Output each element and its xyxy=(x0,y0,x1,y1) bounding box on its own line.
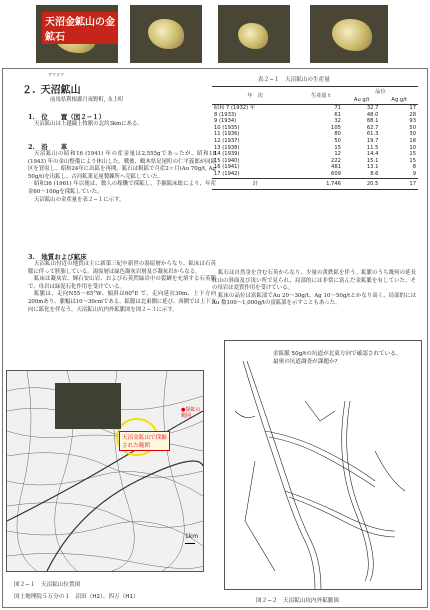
table-cell: 17 xyxy=(409,105,416,111)
right-text-p1: 鉱石は自然金を含む石英からなり、少量の黄鉄鉱を伴う。鉱脈のうち幾何の延長は山の斜面及び浅い所で見られ、局部的には非常に富んだ金鉱脈を有していた。その母岩は変質作用を受けている。 xyxy=(212,270,416,292)
section-2-p3: 天沼鉱山の金産量を表２−１に示す。 xyxy=(34,196,125,203)
photo-banner: 天沼金鉱山の金鉱石 xyxy=(42,12,118,44)
col-output: 生産量 t xyxy=(298,87,343,105)
fig2-note-line1: 金鉱脈 50g/tの坑道が北東方向で確認されている。 xyxy=(273,351,402,357)
table-cell: 50 xyxy=(409,124,416,131)
table-cell-year: 12 (1937) xyxy=(214,137,240,144)
scale-label: 1km xyxy=(185,533,199,540)
table-total-cell: 17 xyxy=(380,178,418,190)
table-cell: 15 xyxy=(409,157,416,164)
table-cell-year: 10 (1935) xyxy=(214,124,240,131)
table-row xyxy=(212,112,418,119)
section-3-p1: 天沼鉱山付近の地質は主に新第三紀中新世の湯原層からなり、鉱床は石英脈に伴って胚胎している。湯原層は緑色凝灰岩層及び凝灰岩からなる。 xyxy=(28,261,216,275)
table-cell: 11.5 xyxy=(366,144,379,151)
figure-2-mine-plan xyxy=(224,340,422,590)
mined-area-label-line1: 天沼金鉱山で採掘 xyxy=(122,435,167,441)
section-ruby: アマヌマ xyxy=(48,72,64,77)
figure-1-map xyxy=(6,370,204,572)
table-cell-year: 14 (1939) xyxy=(214,151,240,158)
table-row xyxy=(212,164,418,171)
ore-photo-3 xyxy=(218,5,290,63)
table-title: 表２−１ 天沼鉱山の生産量 xyxy=(258,77,330,83)
col-ag: Ag g/t xyxy=(380,96,418,105)
table-cell: 19.7 xyxy=(366,137,379,144)
table-cell: 15.1 xyxy=(366,157,379,164)
gold-nugget-image xyxy=(148,19,184,49)
ore-photo-2 xyxy=(130,5,202,63)
fig2-note xyxy=(273,349,415,365)
table-cell-year: 9 (1934) xyxy=(214,118,237,125)
table-cell: 62.7 xyxy=(366,124,379,131)
right-text xyxy=(212,270,416,308)
col-year: 年 次 xyxy=(212,87,298,105)
table-cell: 222 xyxy=(331,157,341,164)
table-cell-year: 13 (1938) xyxy=(214,144,240,151)
table-cell-year: 15 (1940) xyxy=(214,157,240,164)
table-cell: 15 xyxy=(334,144,341,151)
figure-1-source: 国土地理院５万分の１ 沼田（H2）、四万（H1） xyxy=(14,594,139,600)
table-cell: 8 xyxy=(412,164,416,171)
table-cell: 609 xyxy=(331,170,341,177)
table-cell-year: 16 (1941) xyxy=(214,164,240,171)
ore-photo-1 xyxy=(36,5,118,63)
section-1-body: 天沼鉱山は上越線上牧駅の北約3kmにある。 xyxy=(34,121,143,127)
table-cell: 80 xyxy=(334,131,341,138)
table-cell: 13.1 xyxy=(366,164,379,171)
section-3-p3: 鉱脈は、走向N55～65°W、傾斜は60°E で、走向延長30m、上下方向200mあり、脈幅は10～30cmである。鉱脈は北東側に延び、西側では上下方向に鉱化を伴なう。天沼鉱山坑内外鉱脈図を図２−３に示す。 xyxy=(28,291,216,313)
table-cell: 88.1 xyxy=(366,118,379,125)
col-au: Au g/t xyxy=(343,96,381,105)
table-cell: 18 xyxy=(409,137,416,144)
table-row xyxy=(212,105,418,112)
table-cell: 8.6 xyxy=(370,170,379,177)
table-cell: 71 xyxy=(334,105,341,111)
mined-area-label-line2: された範囲 xyxy=(122,443,150,449)
table-cell-year: 8 (1933) xyxy=(214,111,237,118)
section-3 xyxy=(28,252,216,314)
table-cell: 15 xyxy=(409,151,416,158)
table-row xyxy=(212,138,418,145)
right-text-p2: 鉱床の品位は富鉱部でAu 20～30g/t、Ag 10～50g/tとかなり高く、局部的にはAu 数100～1,000g/tの富鉱部を示すこともあった。 xyxy=(212,292,416,307)
production-table xyxy=(212,86,418,190)
table-cell: 481 xyxy=(331,164,341,171)
ore-photo-4 xyxy=(310,5,388,63)
table-row xyxy=(212,171,418,178)
exploration-range-label: ●探鉱の範囲 xyxy=(181,407,201,419)
figure-1-caption: 図２−１ 天沼鉱山位置図 xyxy=(14,582,81,588)
table-row xyxy=(212,118,418,125)
section-1-heading: 1. 位 置（図２−１） xyxy=(28,113,106,121)
table-cell: 32 xyxy=(334,118,341,125)
table-total-cell: 計 xyxy=(212,178,298,190)
table-row xyxy=(212,151,418,158)
map-ore-photo xyxy=(55,383,121,429)
table-row xyxy=(212,131,418,138)
table-cell: 9 xyxy=(412,170,416,177)
mined-area-label xyxy=(119,431,170,451)
gold-nugget-image xyxy=(55,383,89,413)
table-cell: 50 xyxy=(334,137,341,144)
section-number: ２. xyxy=(22,85,36,96)
section-3-heading: 3. 地質および鉱床 xyxy=(28,253,87,261)
table-cell: 93 xyxy=(409,118,416,125)
section-2-heading: 2. 沿 革 xyxy=(28,143,68,151)
fig2-note-line2: 最奥の坑道調査が課題か? xyxy=(273,359,338,365)
table-cell: 61.3 xyxy=(366,131,379,138)
gold-nugget-image xyxy=(332,19,372,51)
section-heading xyxy=(22,72,81,97)
gold-nugget-image xyxy=(238,23,268,49)
figure-2-caption: 図２−２ 天沼鉱山坑内外鉱脈図 xyxy=(256,598,339,604)
table-row xyxy=(212,145,418,152)
table-cell: 30 xyxy=(409,131,416,138)
table-cell-year: 11 (1936) xyxy=(214,131,240,138)
table-cell: 48.0 xyxy=(366,111,379,118)
table-total-cell: 1,746 xyxy=(298,178,343,190)
section-2-p2: 昭和36 (1961) 年以後は、数人の稼働で採鉱し、手掘鉱床総により、年産金60～100gを採鉱していた。 xyxy=(28,181,216,195)
table-row xyxy=(212,125,418,132)
table-cell: 12 xyxy=(334,151,341,158)
table-cell: 10 xyxy=(409,144,416,151)
section-2 xyxy=(28,142,216,204)
table-cell: 61 xyxy=(334,111,341,118)
table-cell-year: 17 (1942) xyxy=(214,170,240,177)
section-title: 天沼鉱山 xyxy=(40,85,81,96)
table-cell: 28 xyxy=(409,111,416,118)
table-cell: 32.7 xyxy=(366,105,379,111)
mine-workings-drawing xyxy=(225,341,421,589)
section-3-p2: 鉱床は凝灰岩、輝石安山岩、および石英閃緑岩中の裂罅を充填する石英脈で、母岩は緑泥石化作用を受けている。 xyxy=(28,276,216,290)
table-total-row xyxy=(212,178,418,190)
section-location: 前馬県利根郡月夜野町, 永上町 xyxy=(50,97,124,103)
section-2-p1: 天沼鉱山の昭和16 (1941) 年の産金量は2,555gであったが、昭和18 (1943) 年の金山整備により休山した。戦後、鶴木県足尾町の仁平義郎が同鉱区を買収し、昭和24年に出鉱を再開。鉱石は粗鉱で月産2ヶ月(Au 70g/t, Ag 50g/t)を出鉱し、古河鉱業足尾製錬所へ売鉱していた。 xyxy=(28,151,216,180)
table-cell: 105 xyxy=(331,124,341,131)
col-grade: 品位 xyxy=(343,87,418,97)
table-total-cell: 20.5 xyxy=(343,178,381,190)
table-row xyxy=(212,158,418,165)
table-cell: 14.4 xyxy=(366,151,379,158)
table-cell-year: 昭和 7 (1932) 年 xyxy=(214,105,256,111)
section-1 xyxy=(28,112,216,129)
